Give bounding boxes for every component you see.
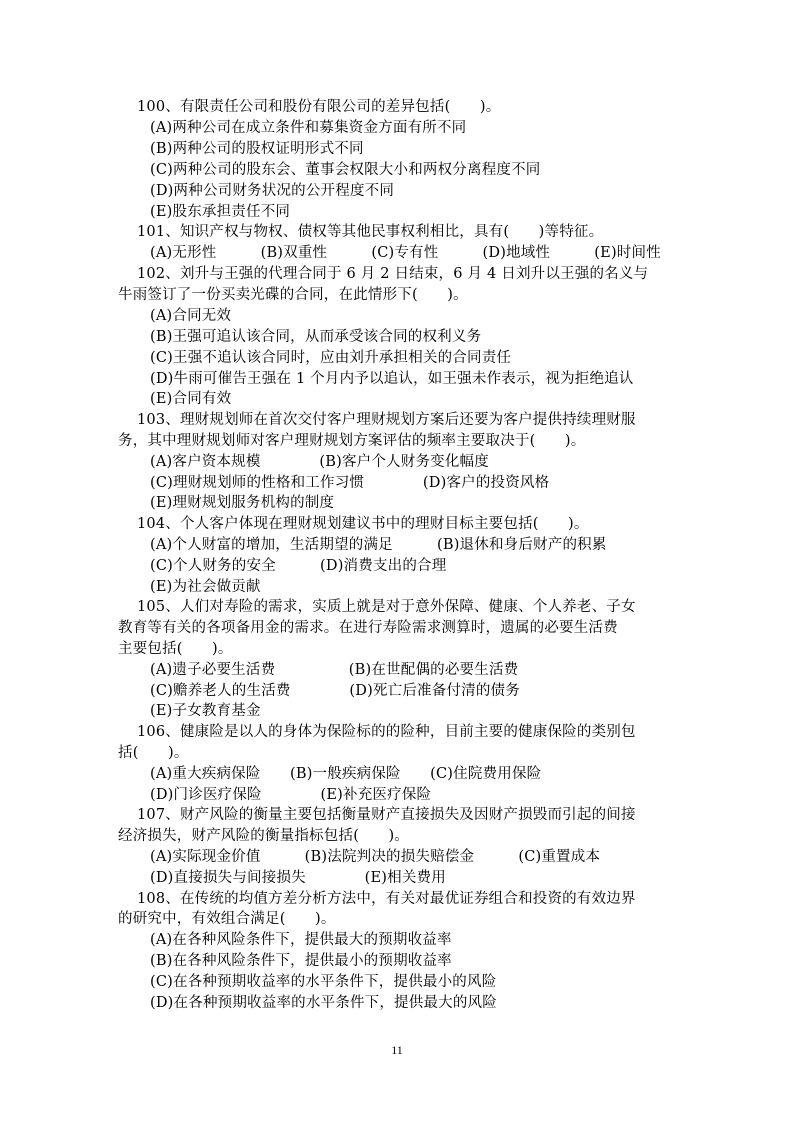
question-106: 106、健康险是以人的身体为保险标的的险种，目前主要的健康保险的类别包: [137, 724, 636, 740]
option-102-c: (C)王强不追认该合同时，应由刘升承担相关的合同责任: [150, 350, 512, 366]
option-108-a: (A)在各种风险条件下，提供最大的预期收益率: [150, 932, 452, 948]
option-105-e: (E)子女教育基金: [150, 703, 261, 719]
question-106-cont: 括( )。: [118, 745, 189, 761]
options-107-abc: (A)实际现金价值 (B)法院判决的损失赔偿金 (C)重置成本: [150, 849, 601, 865]
page-number: 11: [391, 1043, 403, 1057]
option-108-d: (D)在各种预期收益率的水平条件下，提供最大的风险: [150, 995, 497, 1011]
option-100-e: (E)股东承担责任不同: [150, 204, 291, 220]
question-108: 108、在传统的均值方差分析方法中，有关对最优证券组合和投资的有效边界: [137, 891, 636, 907]
question-105-cont-1: 教育等有关的各项备用金的需求。在进行寿险需求测算时，遗属的必要生活费: [118, 620, 618, 636]
question-107: 107、财产风险的衡量主要包括衡量财产直接损失及因财产损毁而引起的间接: [137, 807, 636, 823]
options-103-ab: (A)客户资本规模 (B)客户个人财务变化幅度: [150, 454, 489, 470]
question-105: 105、人们对寿险的需求，实质上就是对于意外保障、健康、个人养老、子女: [137, 599, 636, 615]
question-101: 101、知识产权与物权、债权等其他民事权利相比，具有( )等特征。: [137, 224, 604, 240]
question-105-cont-2: 主要包括( )。: [118, 641, 233, 657]
question-102-cont: 牛雨签订了一份买卖光碟的合同，在此情形下( )。: [118, 287, 468, 303]
option-100-c: (C)两种公司的股东会、董事会权限大小和两权分离程度不同: [150, 162, 541, 178]
options-103-cd: (C)理财规划师的性格和工作习惯 (D)客户的投资风格: [150, 475, 550, 491]
question-100: 100、有限责任公司和股份有限公司的差异包括( )。: [137, 99, 501, 115]
options-106-de: (D)门诊医疗保险 (E)补充医疗保险: [150, 787, 432, 803]
question-103: 103、理财规划师在首次交付客户理财规划方案后还要为客户提供持续理财服: [137, 412, 636, 428]
question-107-cont: 经济损失，财产风险的衡量指标包括( )。: [118, 828, 410, 844]
options-107-de: (D)直接损失与间接损失 (E)相关费用: [150, 870, 446, 886]
option-102-d: (D)牛雨可催告王强在 1 个月内予以追认，如王强未作表示，视为拒绝追认: [150, 371, 634, 387]
options-104-cd: (C)个人财务的安全 (D)消费支出的合理: [150, 558, 447, 574]
question-103-cont: 务，其中理财规划师对客户理财规划方案评估的频率主要取决于( )。: [118, 433, 586, 449]
option-102-b: (B)王强可追认该合同，从而承受该合同的权利义务: [150, 329, 482, 345]
options-106-abc: (A)重大疾病保险 (B)一般疾病保险 (C)住院费用保险: [150, 766, 542, 782]
option-103-e: (E)理财规划服务机构的制度: [150, 495, 335, 511]
option-102-a: (A)合同无效: [150, 308, 232, 324]
options-105-cd: (C)赡养老人的生活费 (D)死亡后准备付清的债务: [150, 683, 520, 699]
question-104: 104、个人客户体现在理财规划建议书中的理财目标主要包括( )。: [137, 516, 589, 532]
option-100-a: (A)两种公司在成立条件和募集资金方面有所不同: [150, 120, 467, 136]
option-108-b: (B)在各种风险条件下，提供最小的预期收益率: [150, 953, 452, 969]
question-108-cont: 的研究中，有效组合满足( )。: [118, 911, 336, 927]
option-104-e: (E)为社会做贡献: [150, 579, 261, 595]
option-100-b: (B)两种公司的股权证明形式不同: [150, 141, 364, 157]
question-102: 102、刘升与王强的代理合同于 6 月 2 日结束，6 月 4 日刘升以王强的名义与: [137, 266, 649, 282]
options-105-ab: (A)遗子必要生活费 (B)在世配偶的必要生活费: [150, 662, 519, 678]
option-102-e: (E)合同有效: [150, 391, 232, 407]
option-100-d: (D)两种公司财务状况的公开程度不同: [150, 183, 395, 199]
option-108-c: (C)在各种预期收益率的水平条件下，提供最小的风险: [150, 974, 497, 990]
options-104-ab: (A)个人财富的增加，生活期望的满足 (B)退休和身后财产的积累: [150, 537, 607, 553]
options-101: (A)无形性 (B)双重性 (C)专有性 (D)地域性 (E)时间性: [150, 245, 661, 261]
